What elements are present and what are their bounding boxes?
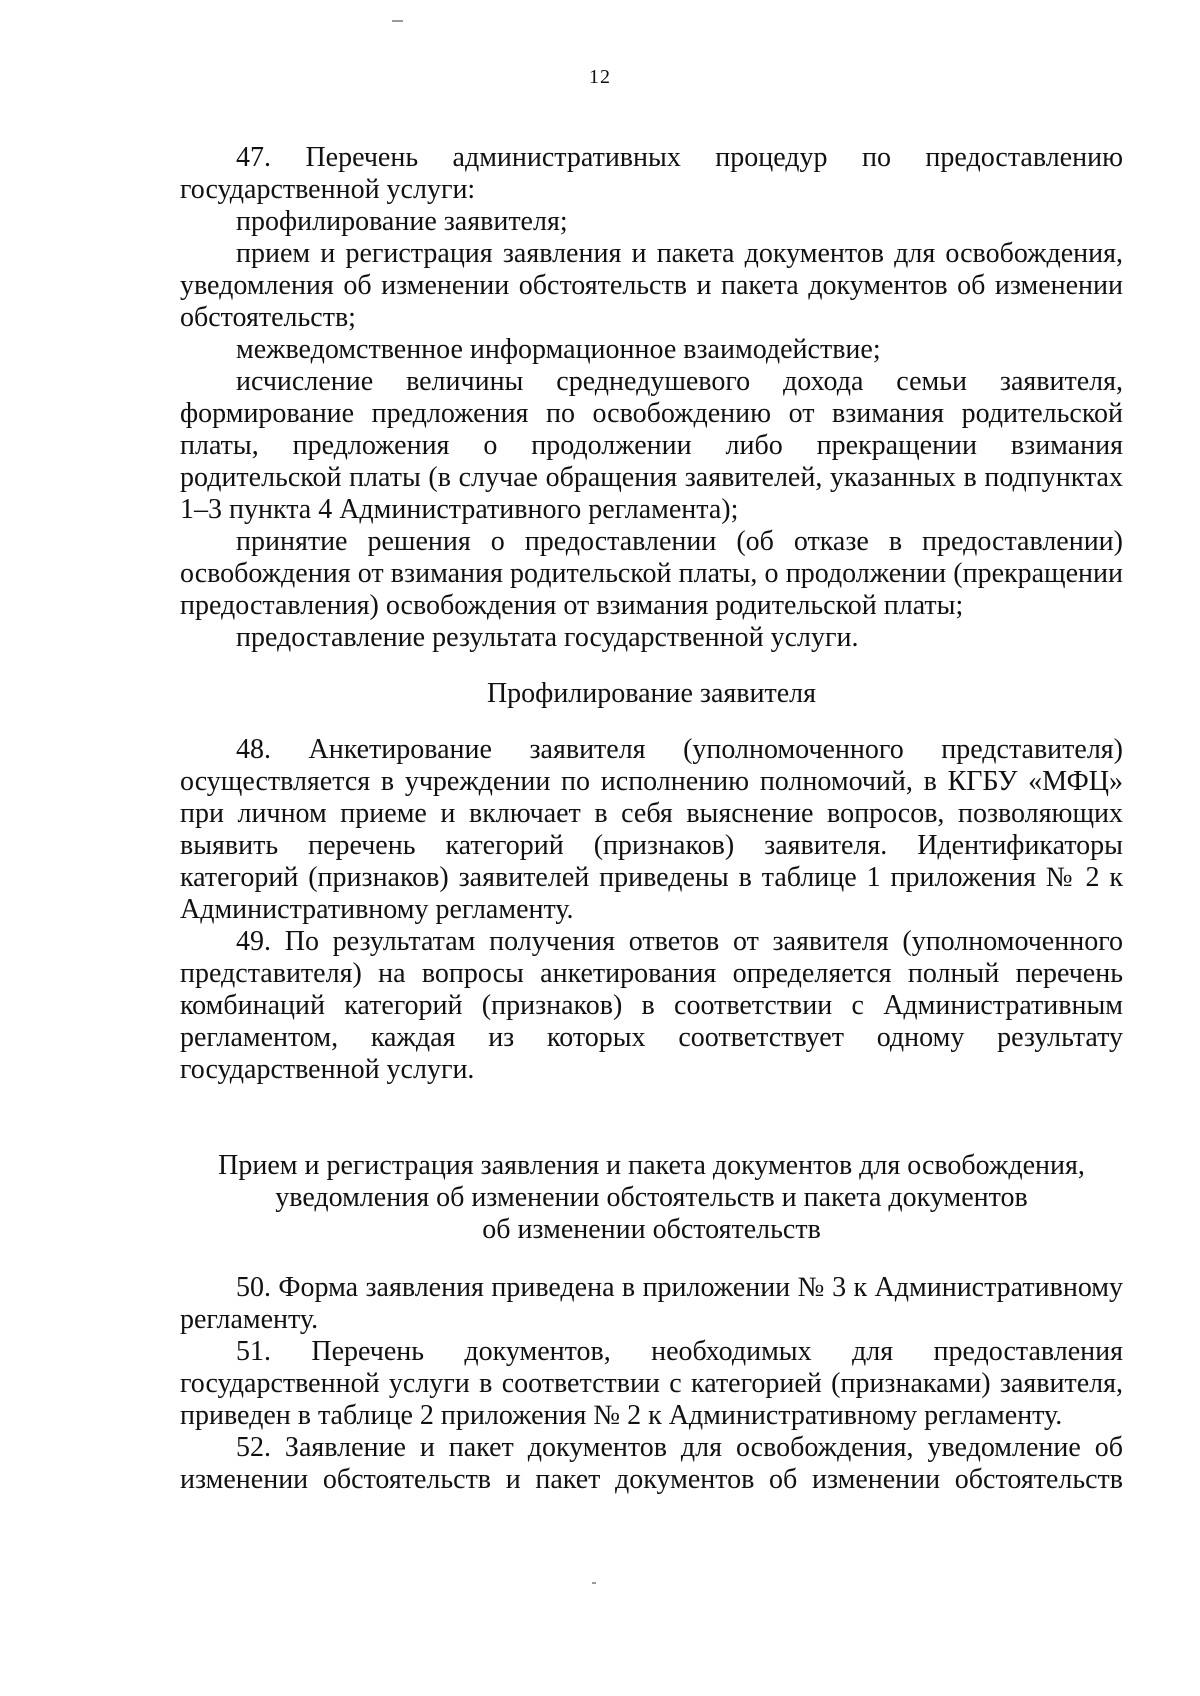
scan-mark-top (392, 20, 403, 22)
heading-line-3: об изменении обстоятельств (482, 1214, 821, 1245)
procedure-item-2: прием и регистрация заявления и пакета документов для освобождения, уведомления об изменении обстоятельств и пакета документов об изменении обстоятельств; (180, 238, 1123, 333)
procedure-item-6: предоставление результата государственной услуги. (236, 622, 859, 653)
paragraph-51: 51. Перечень документов, необходимых для предоставления государственной услуги в соответствии с категорией (признаками) заявителя, приведен в таблице 2 приложения № 2 к Административному регламенту. (180, 1336, 1123, 1431)
scan-mark-bottom (592, 1582, 596, 1584)
heading-line-1: Прием и регистрация заявления и пакета документов для освобождения, (218, 1150, 1085, 1181)
section-heading-registration (180, 1150, 1123, 1246)
procedure-item-4: исчисление величины среднедушевого дохода семьи заявителя, формирование предложения по освобождению от взимания родительской платы, предложения о продолжении либо прекращении взимания родительской платы (в случае обращения заявителей, указанных в подпунктах 1–3 пункта 4 Административного регламента); (180, 366, 1123, 525)
procedure-item-3: межведомственное информационное взаимодействие; (236, 334, 881, 365)
procedure-item-5: принятие решения о предоставлении (об отказе в предоставлении) освобождения от взимания родительской платы, о продолжении (прекращении предоставления) освобождения от взимания родительской платы; (180, 526, 1123, 621)
paragraph-48: 48. Анкетирование заявителя (уполномоченного представителя) осуществляется в учреждении по исполнению полномочий, в КГБУ «МФЦ» при личном приеме и включает в себя выяснение вопросов, позволяющих выявить перечень категорий (признаков) заявителя. Идентификаторы категорий (признаков) заявителей приведены в таблице 1 приложения № 2 к Административному регламенту. (180, 734, 1123, 925)
procedure-item-1: профилирование заявителя; (236, 206, 568, 237)
heading-line-2: уведомления об изменении обстоятельств и пакета документов (275, 1182, 1028, 1213)
paragraph-47: 47. Перечень административных процедур по предоставлению государственной услуги: (180, 142, 1123, 205)
paragraph-49: 49. По результатам получения ответов от заявителя (уполномоченного представителя) на вопросы анкетирования определяется полный перечень комбинаций категорий (признаков) в соответствии с Административным регламентом, каждая из которых соответствует одному результату государственной услуги. (180, 926, 1123, 1085)
document-body (180, 142, 1123, 1496)
section-heading-profiling: Профилирование заявителя (486, 678, 817, 709)
page-number: 12 (589, 66, 611, 88)
paragraph-52: 52. Заявление и пакет документов для освобождения, уведомление об изменении обстоятельств и пакет документов об изменении обстоятельств (180, 1432, 1123, 1495)
paragraph-50: 50. Форма заявления приведена в приложении № 3 к Административному регламенту. (180, 1272, 1123, 1335)
